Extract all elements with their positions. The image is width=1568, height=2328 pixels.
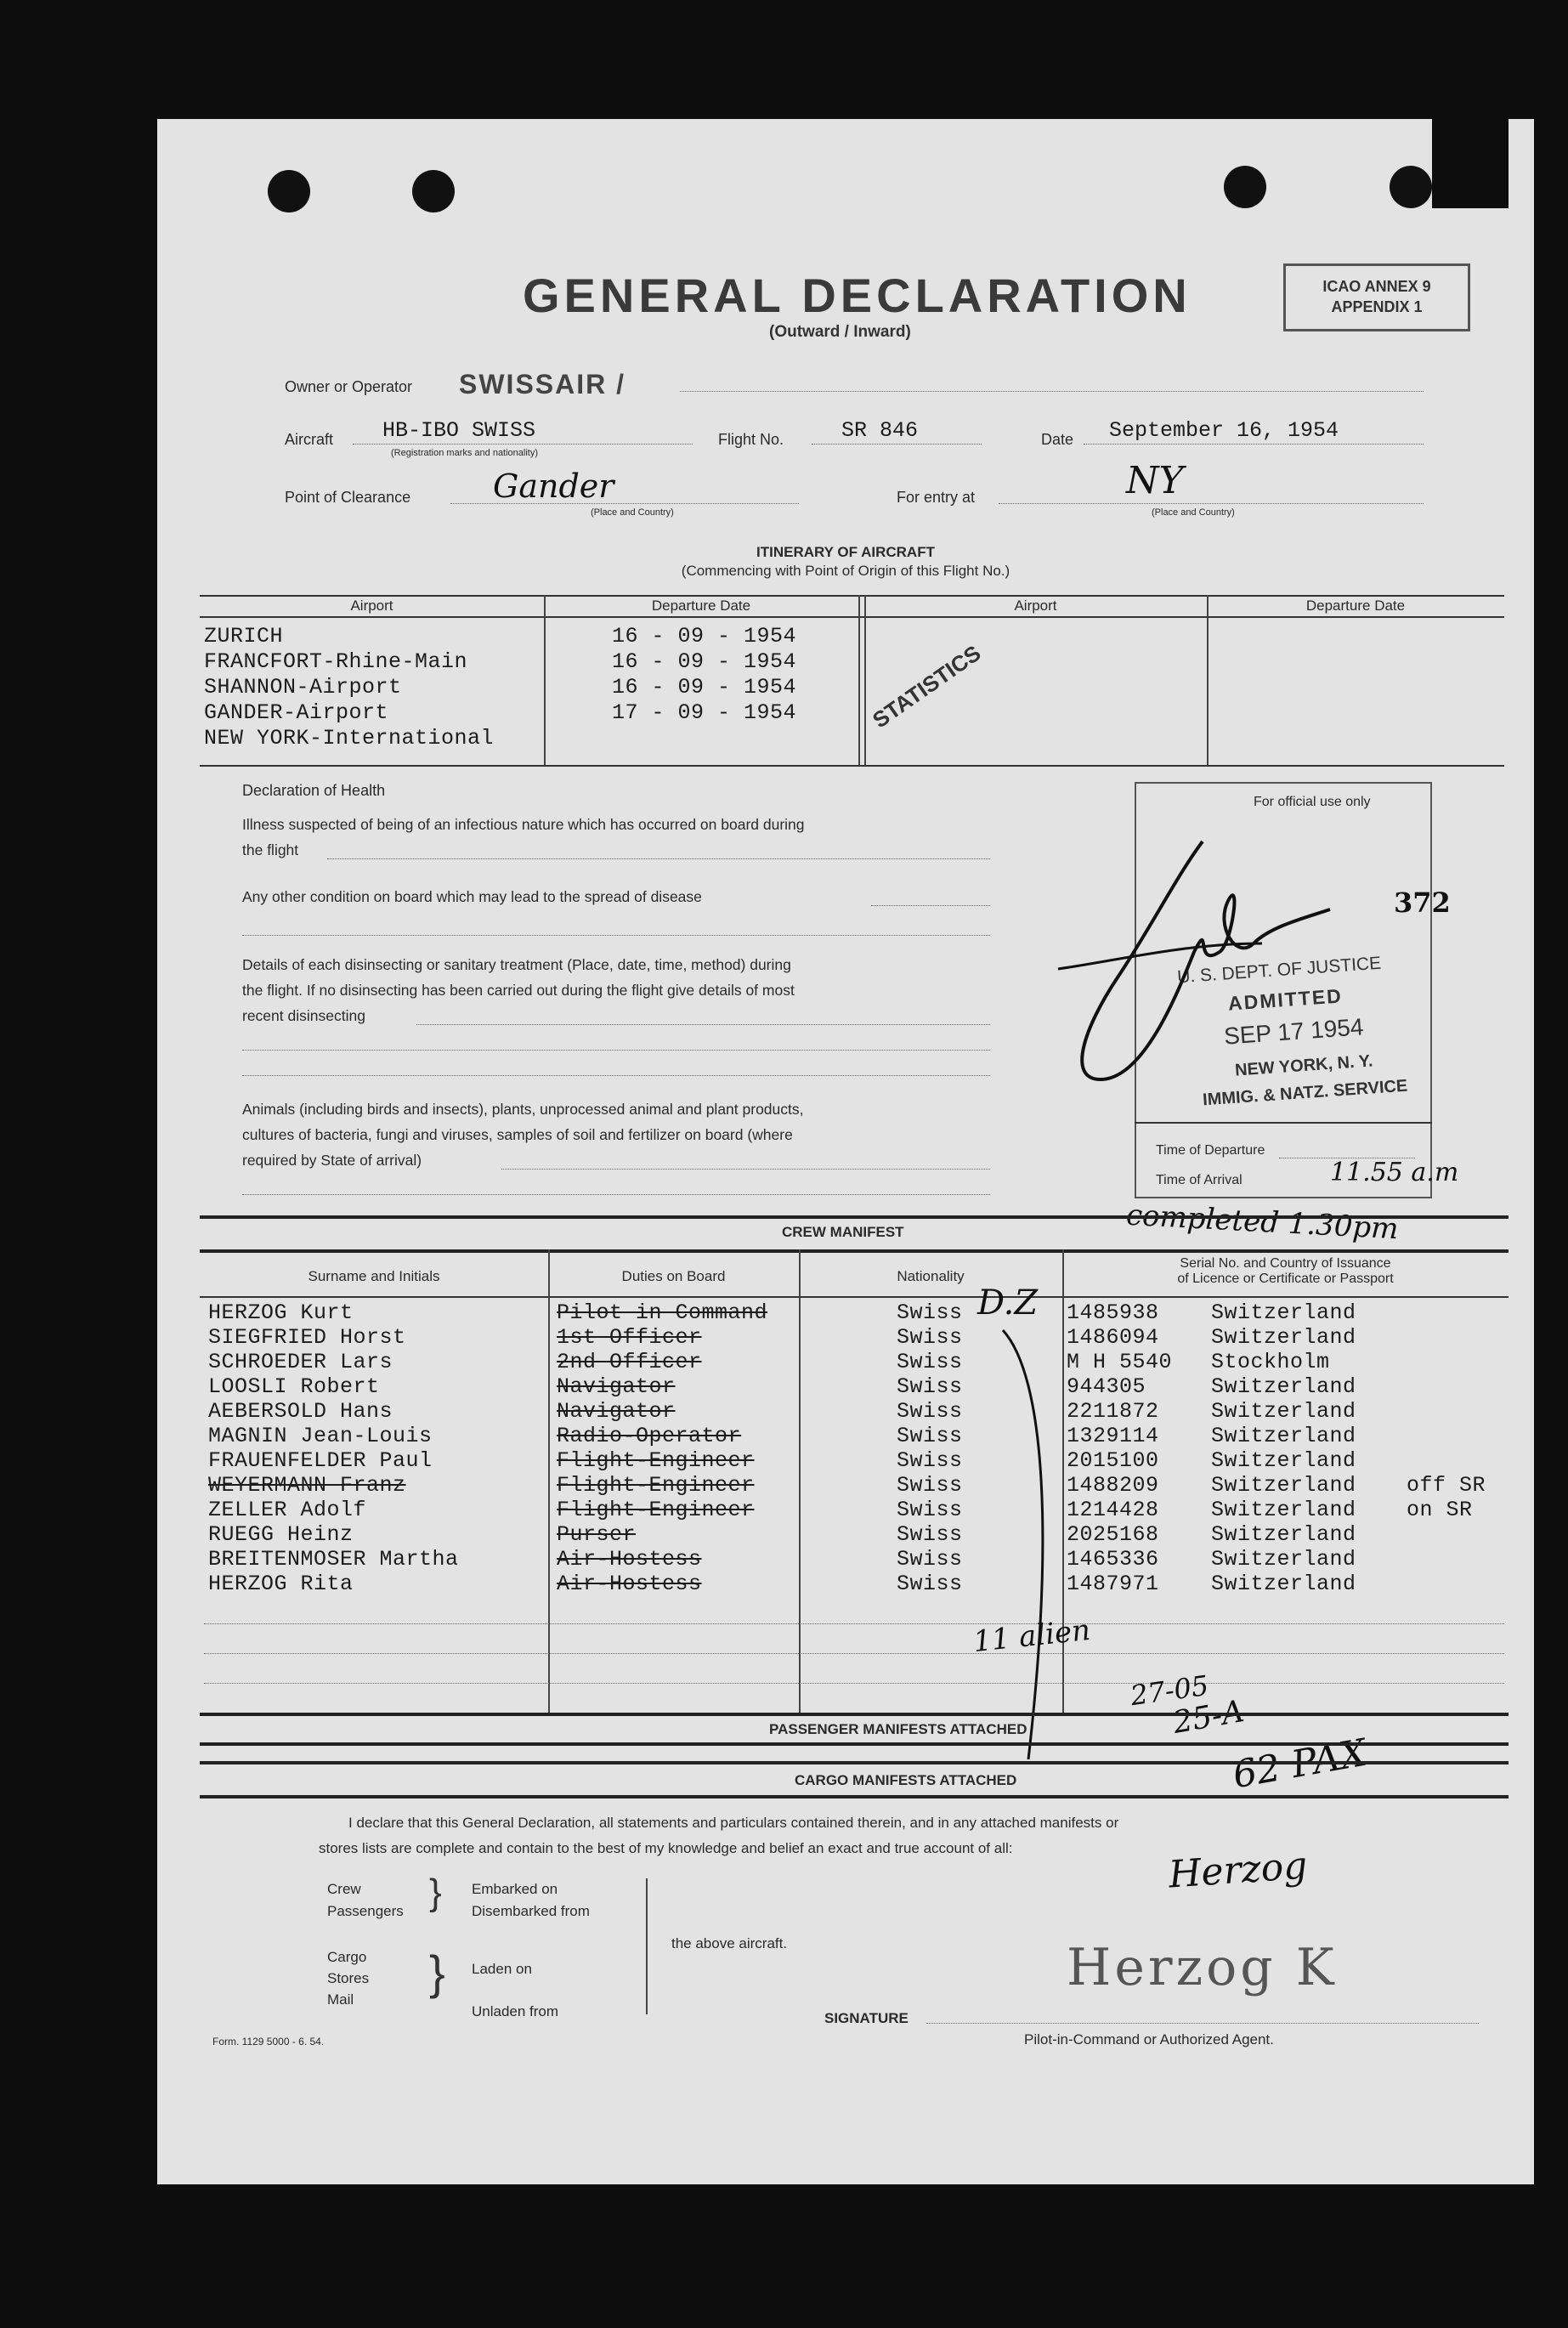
declaration-line-2: stores lists are complete and contain to the best of my knowledge and belief an exact and true account of all: — [319, 1840, 1013, 1856]
health-q2: Any other condition on board which may lead to the spread of disease — [242, 888, 702, 905]
itinerary-date: 16 - 09 - 1954 — [612, 649, 797, 674]
entry-value: NY — [1126, 459, 1184, 502]
aircraft-line — [353, 444, 693, 445]
crew-name: LOOSLI Robert — [208, 1374, 380, 1399]
arrival-time-value: 11.55 a.m — [1330, 1158, 1459, 1187]
col-duties: Duties on Board — [621, 1268, 726, 1284]
aircraft-caption: (Registration marks and nationality) — [391, 448, 539, 458]
icao-line-1: ICAO ANNEX 9 — [1322, 278, 1431, 295]
rule — [646, 1878, 648, 2014]
crew-duty: Pilot in Command — [557, 1300, 768, 1325]
label-laden: Laden on — [472, 1961, 532, 1977]
signature-label: SIGNATURE — [824, 2010, 909, 2026]
crew-serial: 2015100 — [1067, 1448, 1159, 1473]
binder-tab — [1432, 119, 1509, 208]
crew-country: Switzerland — [1211, 1547, 1356, 1572]
handwritten-signature-1: Herzog — [1167, 1844, 1309, 1897]
answer-line — [242, 1050, 990, 1051]
crew-nationality: Swiss — [897, 1498, 963, 1522]
rule — [200, 1215, 1509, 1219]
label-unladen: Unladen from — [472, 2003, 559, 2019]
crew-serial: 1329114 — [1067, 1424, 1159, 1448]
answer-line — [242, 1194, 990, 1195]
handwritten-count-3: 25-A — [1170, 1694, 1247, 1741]
crew-note: on SR — [1407, 1498, 1473, 1522]
crew-nationality: Swiss — [897, 1448, 963, 1473]
statistics-stamp: STATISTICS — [868, 640, 986, 734]
col-name: Surname and Initials — [308, 1268, 440, 1284]
date-label: Date — [1041, 431, 1074, 448]
crew-note: off SR — [1407, 1473, 1486, 1498]
crew-nationality: Swiss — [897, 1399, 963, 1424]
clearance-label: Point of Clearance — [285, 489, 411, 506]
crew-duty: Flight-Engineer — [557, 1473, 755, 1498]
crew-country: Switzerland — [1211, 1300, 1356, 1325]
owner-line — [680, 391, 1424, 392]
owner-label: Owner or Operator — [285, 378, 413, 395]
crew-duty: Air-Hostess — [557, 1572, 702, 1596]
form-number: Form. 1129 5000 - 6. 54. — [212, 2036, 325, 2048]
crew-name: RUEGG Heinz — [208, 1522, 354, 1547]
punch-hole — [1224, 166, 1266, 208]
itinerary-airport: GANDER-Airport — [204, 700, 389, 725]
entry-caption: (Place and Country) — [1152, 507, 1235, 518]
clearance-line — [450, 503, 799, 504]
crew-country: Stockholm — [1211, 1350, 1330, 1374]
crew-country: Switzerland — [1211, 1572, 1356, 1596]
cargo-labels — [327, 1946, 369, 2010]
departure-time-label: Time of Departure — [1156, 1143, 1265, 1158]
flight-line — [812, 444, 982, 445]
rule — [1207, 595, 1209, 765]
handwritten-signature-2: Herzog K — [1067, 1938, 1338, 1997]
official-signature — [1050, 824, 1407, 1181]
above-aircraft: the above aircraft. — [671, 1935, 788, 1951]
flight-value: SR 846 — [841, 418, 919, 443]
itinerary-airport: ZURICH — [204, 624, 284, 649]
signature-line — [926, 2023, 1479, 2024]
brace-icon: } — [429, 1946, 445, 1999]
aircraft-value: HB-IBO SWISS — [382, 418, 536, 443]
bracket-stroke — [994, 1326, 1071, 1768]
clearance-caption: (Place and Country) — [591, 507, 674, 518]
crew-passengers-labels — [327, 1878, 404, 1923]
arrival-time-label: Time of Arrival — [1156, 1173, 1243, 1187]
crew-serial: 944305 — [1067, 1374, 1146, 1399]
health-q4a: Animals (including birds and insects), plants, unprocessed animal and plant products, — [242, 1101, 804, 1118]
col-airport: Airport — [350, 598, 393, 614]
cargo-manifest-label: CARGO MANIFESTS ATTACHED — [795, 1772, 1017, 1788]
stamp-line-2: ADMITTED — [1227, 984, 1344, 1015]
handwritten-count-1: 11 alien — [971, 1612, 1092, 1660]
health-heading: Declaration of Health — [242, 782, 386, 799]
itinerary-airport: NEW YORK-International — [204, 726, 495, 751]
itinerary-subheading: (Commencing with Point of Origin of this Flight No.) — [681, 563, 1010, 579]
crew-serial: 1486094 — [1067, 1325, 1159, 1350]
answer-line — [501, 1169, 990, 1170]
label-passengers: Passengers — [327, 1903, 404, 1919]
aircraft-label: Aircraft — [285, 431, 334, 448]
itinerary-date: 16 - 09 - 1954 — [612, 675, 797, 700]
crew-name: SCHROEDER Lars — [208, 1350, 393, 1374]
crew-serial: 1465336 — [1067, 1547, 1159, 1572]
flight-label: Flight No. — [718, 431, 784, 448]
brace-icon: } — [429, 1872, 442, 1913]
label-disembarked: Disembarked from — [472, 1903, 590, 1919]
punch-hole — [412, 170, 455, 212]
stamp-line-5: IMMIG. & NATZ. SERVICE — [1202, 1076, 1408, 1110]
crew-country: Switzerland — [1211, 1473, 1356, 1498]
label-crew: Crew — [327, 1881, 361, 1897]
crew-serial: 1214428 — [1067, 1498, 1159, 1522]
col-serial-line-1: Serial No. and Country of Issuance — [1180, 1256, 1391, 1271]
crew-duty: Purser — [557, 1522, 637, 1547]
crew-serial: 2025168 — [1067, 1522, 1159, 1547]
crew-serial: 1487971 — [1067, 1572, 1159, 1596]
crew-name: HERZOG Rita — [208, 1572, 354, 1596]
crew-duty: Radio-Operator — [557, 1424, 742, 1448]
embark-labels — [472, 1878, 590, 1923]
label-embarked: Embarked on — [472, 1881, 558, 1897]
health-q3b: the flight. If no disinsecting has been carried out during the flight give details of most — [242, 982, 795, 999]
crew-name: AEBERSOLD Hans — [208, 1399, 393, 1424]
rule — [200, 1296, 1509, 1298]
rule — [548, 1249, 550, 1713]
declaration-line-1: I declare that this General Declaration, all statements and particulars contained therein, and in any attached manifests or — [348, 1815, 1119, 1831]
handwritten-count-2: 27-05 — [1128, 1668, 1211, 1713]
health-q1b: the flight — [242, 841, 299, 858]
entry-label: For entry at — [897, 489, 976, 506]
blank-row-line — [204, 1653, 1504, 1654]
crew-nationality: Swiss — [897, 1424, 963, 1448]
crew-duty: 2nd Officer — [557, 1350, 702, 1374]
itinerary-date: 16 - 09 - 1954 — [612, 624, 797, 649]
itinerary-airport: FRANCFORT-Rhine-Main — [204, 649, 468, 674]
itinerary-date: 17 - 09 - 1954 — [612, 700, 797, 725]
entry-line — [999, 503, 1424, 504]
rule — [200, 1761, 1509, 1764]
form-title: GENERAL DECLARATION — [523, 269, 1192, 322]
col-departure-2: Departure Date — [1305, 598, 1406, 614]
passenger-manifest-label: PASSENGER MANIFESTS ATTACHED — [769, 1721, 1027, 1737]
itinerary-heading: ITINERARY OF AIRCRAFT — [756, 544, 935, 560]
date-line — [1084, 444, 1424, 445]
punch-hole — [1390, 166, 1432, 208]
crew-serial: 1485938 — [1067, 1300, 1159, 1325]
crew-duty: 1st Officer — [557, 1325, 702, 1350]
label-mail: Mail — [327, 1991, 354, 2008]
crew-nationality: Swiss — [897, 1572, 963, 1596]
crew-duty: Navigator — [557, 1399, 676, 1424]
rule — [799, 1249, 801, 1713]
rule — [858, 595, 860, 765]
rule — [200, 765, 1504, 767]
crew-nationality: Swiss — [897, 1350, 963, 1374]
completed-note: completed 1.30pm — [1125, 1198, 1400, 1247]
rule — [200, 1713, 1509, 1716]
rule — [200, 1795, 1509, 1798]
form-subtitle: (Outward / Inward) — [769, 323, 911, 341]
crew-serial: 2211872 — [1067, 1399, 1159, 1424]
icao-line-2: APPENDIX 1 — [1331, 298, 1423, 315]
col-departure: Departure Date — [651, 598, 751, 614]
laden-labels — [472, 1948, 558, 2033]
col-serial — [1062, 1256, 1509, 1287]
crew-name: ZELLER Adolf — [208, 1498, 367, 1522]
crew-duty: Flight-Engineer — [557, 1448, 755, 1473]
crew-heading: CREW MANIFEST — [782, 1224, 904, 1240]
rule — [200, 595, 1504, 597]
health-q3a: Details of each disinsecting or sanitary treatment (Place, date, time, method) during — [242, 956, 791, 973]
owner-value: SWISSAIR / — [459, 369, 626, 399]
official-heading: For official use only — [1254, 795, 1371, 809]
signature-caption: Pilot-in-Command or Authorized Agent. — [1024, 2031, 1274, 2048]
label-stores: Stores — [327, 1970, 370, 1986]
blank-row-line — [204, 1683, 1504, 1684]
crew-country: Switzerland — [1211, 1399, 1356, 1424]
icao-box — [1283, 263, 1470, 331]
crew-serial: 1488209 — [1067, 1473, 1159, 1498]
crew-country: Switzerland — [1211, 1522, 1356, 1547]
answer-line — [242, 935, 990, 936]
rule — [544, 595, 546, 765]
crew-nationality: Swiss — [897, 1325, 963, 1350]
clearance-value: Gander — [493, 467, 614, 505]
official-number: 372 — [1394, 886, 1451, 919]
handwritten-count-4: 62 PAX — [1229, 1730, 1370, 1798]
health-q4c: required by State of arrival) — [242, 1152, 422, 1169]
crew-duty: Navigator — [557, 1374, 676, 1399]
crew-country: Switzerland — [1211, 1374, 1356, 1399]
crew-duty: Flight-Engineer — [557, 1498, 755, 1522]
crew-name: MAGNIN Jean-Louis — [208, 1424, 433, 1448]
col-serial-line-2: of Licence or Certificate or Passport — [1177, 1272, 1394, 1286]
stamp-line-1: U. S. DEPT. OF JUSTICE — [1176, 953, 1382, 988]
crew-name: HERZOG Kurt — [208, 1300, 354, 1325]
crew-name: FRAUENFELDER Paul — [208, 1448, 433, 1473]
crew-country: Switzerland — [1211, 1448, 1356, 1473]
label-cargo: Cargo — [327, 1949, 367, 1965]
crew-country: Switzerland — [1211, 1424, 1356, 1448]
crew-nationality: Swiss — [897, 1300, 963, 1325]
crew-name: WEYERMANN Franz — [208, 1473, 406, 1498]
rule — [200, 1249, 1509, 1253]
document-page — [157, 119, 1534, 2184]
answer-line — [416, 1024, 990, 1025]
crew-duty: Air-Hostess — [557, 1547, 702, 1572]
rule — [864, 595, 866, 765]
crew-serial: M H 5540 — [1067, 1350, 1173, 1374]
health-q4b: cultures of bacteria, fungi and viruses, samples of soil and fertilizer on board (where — [242, 1126, 793, 1143]
crew-name: SIEGFRIED Horst — [208, 1325, 406, 1350]
crew-country: Switzerland — [1211, 1498, 1356, 1522]
rule — [200, 616, 1504, 618]
crew-nationality: Swiss — [897, 1547, 963, 1572]
crew-nationality: Swiss — [897, 1374, 963, 1399]
stamp-line-3: SEP 17 1954 — [1223, 1013, 1365, 1050]
col-airport-2: Airport — [1014, 598, 1057, 614]
date-value: September 16, 1954 — [1109, 418, 1339, 443]
answer-line — [871, 905, 990, 906]
punch-hole — [268, 170, 310, 212]
answer-line — [327, 858, 990, 859]
handwritten-dz: D.Z — [977, 1283, 1039, 1323]
crew-nationality: Swiss — [897, 1522, 963, 1547]
itinerary-airport: SHANNON-Airport — [204, 675, 402, 700]
rule — [200, 1742, 1509, 1746]
health-q1a: Illness suspected of being of an infectious nature which has occurred on board during — [242, 816, 805, 833]
answer-line — [242, 1075, 990, 1076]
crew-name: BREITENMOSER Martha — [208, 1547, 459, 1572]
col-nationality: Nationality — [897, 1268, 965, 1284]
health-q3c: recent disinsecting — [242, 1007, 365, 1024]
stamp-line-4: NEW YORK, N. Y. — [1234, 1051, 1374, 1080]
crew-nationality: Swiss — [897, 1473, 963, 1498]
blank-row-line — [204, 1623, 1504, 1624]
crew-country: Switzerland — [1211, 1325, 1356, 1350]
